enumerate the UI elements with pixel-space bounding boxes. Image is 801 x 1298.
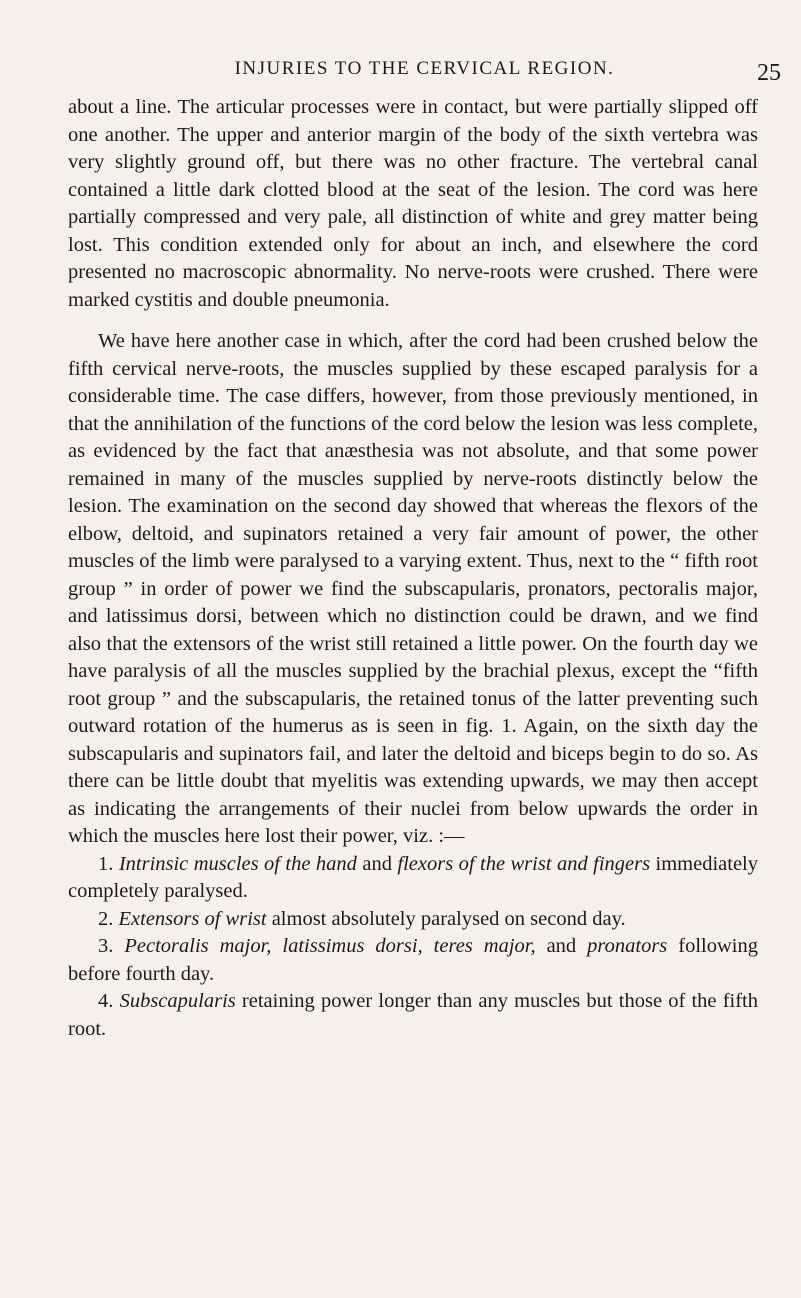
list-italic-term: Subscapularis bbox=[119, 990, 236, 1012]
paragraph-1: about a line. The articular processes were in contact, but were partially slipped off one another. The upper and anterior margin of the body of the sixth vertebra was very slightly ground off, but there was no other fracture. The vertebral canal contained a little dark clotted blood at the seat of the lesion. The cord was here partially compressed and very pale, all distinction of white and grey matter being lost. This condition extended only for about an inch, and elsewhere the cord presented no macroscopic abnormality. No nerve-roots were crushed. There were marked cystitis and double pneumonia. bbox=[68, 96, 758, 311]
list-text: retaining power longer than any muscles but those of the fifth root. bbox=[68, 990, 758, 1040]
list-number: 3. bbox=[98, 935, 114, 957]
list-number: 4. bbox=[98, 990, 114, 1012]
running-head bbox=[68, 58, 781, 88]
paragraph-2: We have here another case in which, after the cord had been crushed below the fifth cervical nerve-roots, the muscles supplied by these escaped paralysis for a considerable time. The case differs, however, from those previously mentioned, in that the annihilation of the functions of the cord below the lesion was less complete, as evidenced by the fact that anæsthesia was not absolute, and that some power remained in many of the muscles supplied by nerve-roots distinctly below the lesion. The examination on the second day showed that whereas the flexors of the elbow, deltoid, and supinators retained a very fair amount of power, the other muscles of the limb were paralysed to a varying extent. Thus, next to the “ fifth root group ” in order of power we find the subscapularis, pronators, pectoralis major, and latissimus dorsi, between which no distinction could be drawn, and we find also that the extensors of the wrist still retained a little power. On the fourth day we have paralysis of all the muscles supplied by the brachial plexus, except the “fifth root group ” and the subscapularis, the retained tonus of the latter preventing such outward rotation of the humerus as is seen in fig. 1. Again, on the sixth day the subscapularis and supinators fail, and later the deltoid and biceps begin to do so. As there can be little doubt that myelitis was extending upwards, we may then accept as indicating the arrangements of their nuclei from below upwards the order in which the muscles here lost their power, viz. :— bbox=[68, 330, 758, 847]
list-item-2 bbox=[68, 906, 758, 934]
list-text: almost absolutely paralysed on second day. bbox=[266, 907, 626, 930]
list-item-3 bbox=[68, 933, 758, 988]
list-connector: and bbox=[356, 852, 398, 875]
list-item-4 bbox=[68, 988, 758, 1043]
list-italic-term: Intrinsic muscles of the hand bbox=[118, 852, 357, 875]
body-text bbox=[68, 94, 758, 1043]
list-item-1 bbox=[68, 851, 758, 906]
running-head-title: INJURIES TO THE CERVICAL REGION. bbox=[234, 58, 615, 79]
list-italic-term: pronators bbox=[587, 935, 668, 957]
list-text: immediately completely paralysed. bbox=[68, 852, 758, 902]
list-italic-term: flexors of the wrist and fingers bbox=[397, 852, 651, 875]
page-number: 25 bbox=[757, 60, 781, 86]
list-number: 1. bbox=[98, 852, 114, 875]
list-connector: and bbox=[535, 935, 588, 957]
list-text: following before fourth day. bbox=[68, 935, 758, 985]
list-italic-term: Extensors of wrist bbox=[118, 907, 267, 930]
list-italic-term: Pectoralis major, latissimus dorsi, teres major, bbox=[124, 935, 536, 957]
list-number: 2. bbox=[98, 907, 114, 930]
